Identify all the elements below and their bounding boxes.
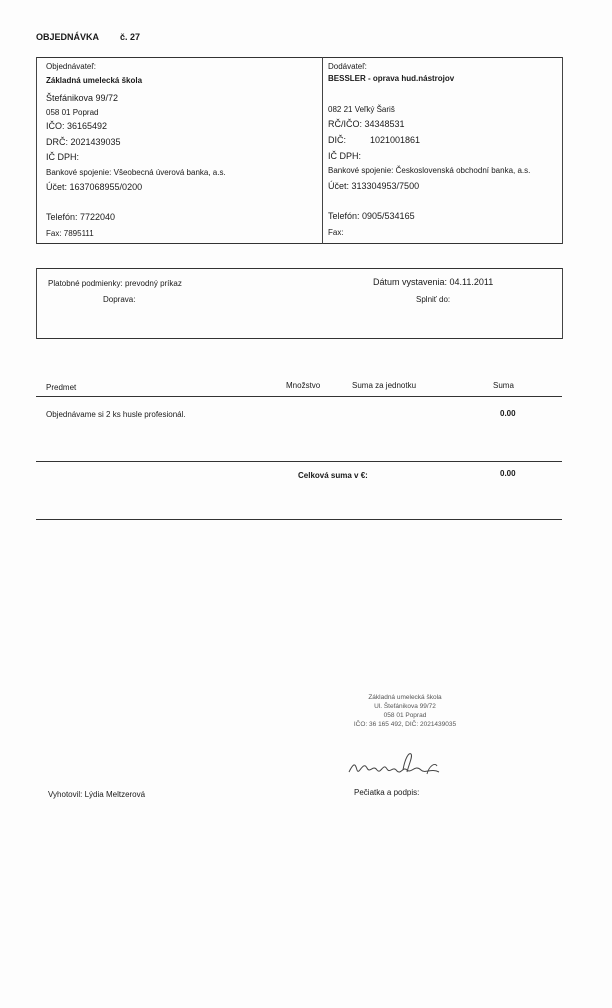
item-sum: 0.00 — [500, 409, 516, 418]
customer-icdph: IČ DPH: — [46, 152, 80, 162]
supplier-name: BESSLER - oprava hud.nástrojov — [328, 74, 455, 83]
fulfil-label: Splniť do: — [416, 295, 451, 304]
customer-ico: IČO: 36165492 — [46, 121, 108, 131]
supplier-dic-value: 1021001861 — [370, 135, 421, 145]
payment-terms: Platobné podmienky: prevodný príkaz — [48, 279, 182, 288]
supplier-account: Účet: 313304953/7500 — [328, 181, 420, 191]
supplier-bank: Bankové spojenie: Československá obchodní banka, a.s. — [328, 166, 531, 175]
supplier-heading: Dodávateľ: — [328, 62, 367, 71]
stamp-line-2: Ul. Štefánikova 99/72 — [374, 703, 436, 710]
stamp-line-3: 058 01 Poprad — [383, 712, 427, 719]
customer-bank: Bankové spojenie: Všeobecná úverová banka, a.s. — [46, 168, 226, 177]
customer-city: 058 01 Poprad — [46, 108, 99, 117]
transport-label: Doprava: — [103, 295, 136, 304]
prepared-by: Vyhotovil: Lýdia Meltzerová — [48, 790, 146, 799]
supplier-dic-label: DIČ: — [328, 135, 346, 145]
signature — [345, 748, 445, 782]
customer-heading: Objednávateľ: — [46, 62, 96, 71]
supplier-city: 082 21 Veľký Šariš — [328, 105, 395, 114]
stamp-line-4: IČO: 36 165 492, DIČ: 2021439035 — [353, 721, 457, 728]
supplier-phone: Telefón: 0905/534165 — [328, 211, 415, 221]
issue-date: Dátum vystavenia: 04.11.2011 — [373, 277, 494, 287]
supplier-rcico: RČ/IČO: 34348531 — [328, 119, 405, 129]
total-value: 0.00 — [500, 469, 516, 478]
column-subject: Predmet — [46, 383, 77, 392]
column-quantity: Množstvo — [286, 381, 321, 390]
document-title: OBJEDNÁVKA — [36, 32, 100, 42]
supplier-fax: Fax: — [328, 228, 344, 237]
column-unit-price: Suma za jednotku — [352, 381, 417, 390]
order-number: č. 27 — [120, 32, 141, 42]
stamp-signature-label: Pečiatka a podpis: — [354, 788, 420, 797]
supplier-icdph: IČ DPH: — [328, 151, 362, 161]
customer-fax: Fax: 7895111 — [46, 229, 94, 238]
customer-name: Základná umelecká škola — [46, 76, 143, 85]
column-sum: Suma — [493, 381, 514, 390]
customer-phone: Telefón: 7722040 — [46, 212, 116, 222]
stamp-line-1: Základná umelecká škola — [368, 694, 442, 701]
school-stamp — [340, 693, 470, 729]
customer-account: Účet: 1637068955/0200 — [46, 182, 143, 192]
customer-street: Štefánikova 99/72 — [46, 93, 119, 103]
customer-drc: DRČ: 2021439035 — [46, 137, 121, 147]
total-label: Celková suma v €: — [298, 471, 368, 480]
item-subject: Objednávame si 2 ks husle profesionál. — [46, 410, 186, 419]
